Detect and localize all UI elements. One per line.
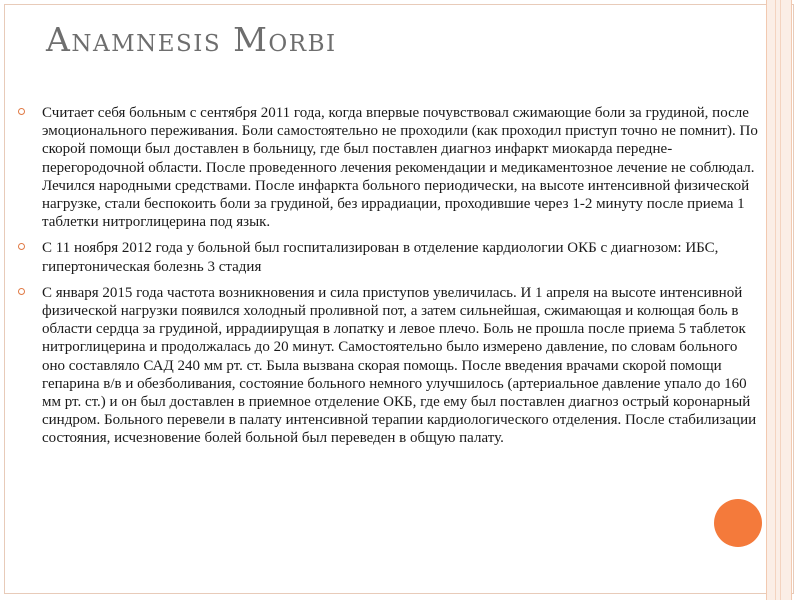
bullet-item — [18, 284, 760, 448]
bullet-circle-icon — [18, 243, 25, 250]
bullet-text: Считает себя больным с сентября 2011 года, когда впервые почувствовал сжимающие боли за грудиной, после эмоционального переживания. Боли самостоятельно не проходили (как проходил приступ точно не помнит). По скорой помощи был доставлен в больницу, где был поставлен диагноз инфаркт миокарда передне-перегородочной области. После проведенного лечения рекомендации и медикаментозное лечение не соблюдал. Лечился народными средствами. После инфаркта больного периодически, на высоте интенсивной физической нагрузке, стали беспокоить боли за грудиной, без иррадиации, проходившие через 1-2 минуту после приема 1 таблетки нитроглицерина под язык. — [42, 105, 758, 231]
bullet-item — [18, 104, 760, 231]
bullet-item — [18, 239, 760, 275]
bullet-text: С января 2015 года частота возникновения и сила приступов увеличилась. И 1 апреля на высоте интенсивной физической нагрузки появился холодный проливной пот, а затем сильнейшая, сжимающая и колющая боль в области сердца за грудиной, иррадиирущая в лопатку и левое плечо. Боль не прошла после приема 5 таблеток нитроглицерина и продолжалась до 20 минут. Самостоятельно было измерено давление, по словам больного оно составляло САД 240 мм рт. ст. Была вызвана скорая помощь. После введения врачами скорой помощи гепарина в/в и обезболивания, состояние больного немного улучшилось (артериальное давление упало до 160 мм рт. ст.) и он был доставлен в приемное отделение ОКБ, где ему был поставлен диагноз острый коронарный синдром. Больного перевели в палату интенсивной терапии кардиологического отделения. После стабилизации состояния, исчезновение болей больной был переведен в общую палату. — [42, 284, 757, 447]
bullet-text: С 11 ноября 2012 года у больной был госпитализирован в отделение кардиологии ОКБ с диагнозом: ИБС, гипертоническая болезнь 3 стадия — [42, 240, 719, 275]
slide-title: Anamnesis Morbi — [46, 20, 337, 59]
bullet-circle-icon — [18, 108, 25, 115]
bullet-list — [18, 104, 760, 456]
decorative-side-stripe-inner — [775, 0, 781, 600]
bullet-circle-icon — [18, 288, 25, 295]
orange-circle-decoration — [714, 499, 762, 547]
